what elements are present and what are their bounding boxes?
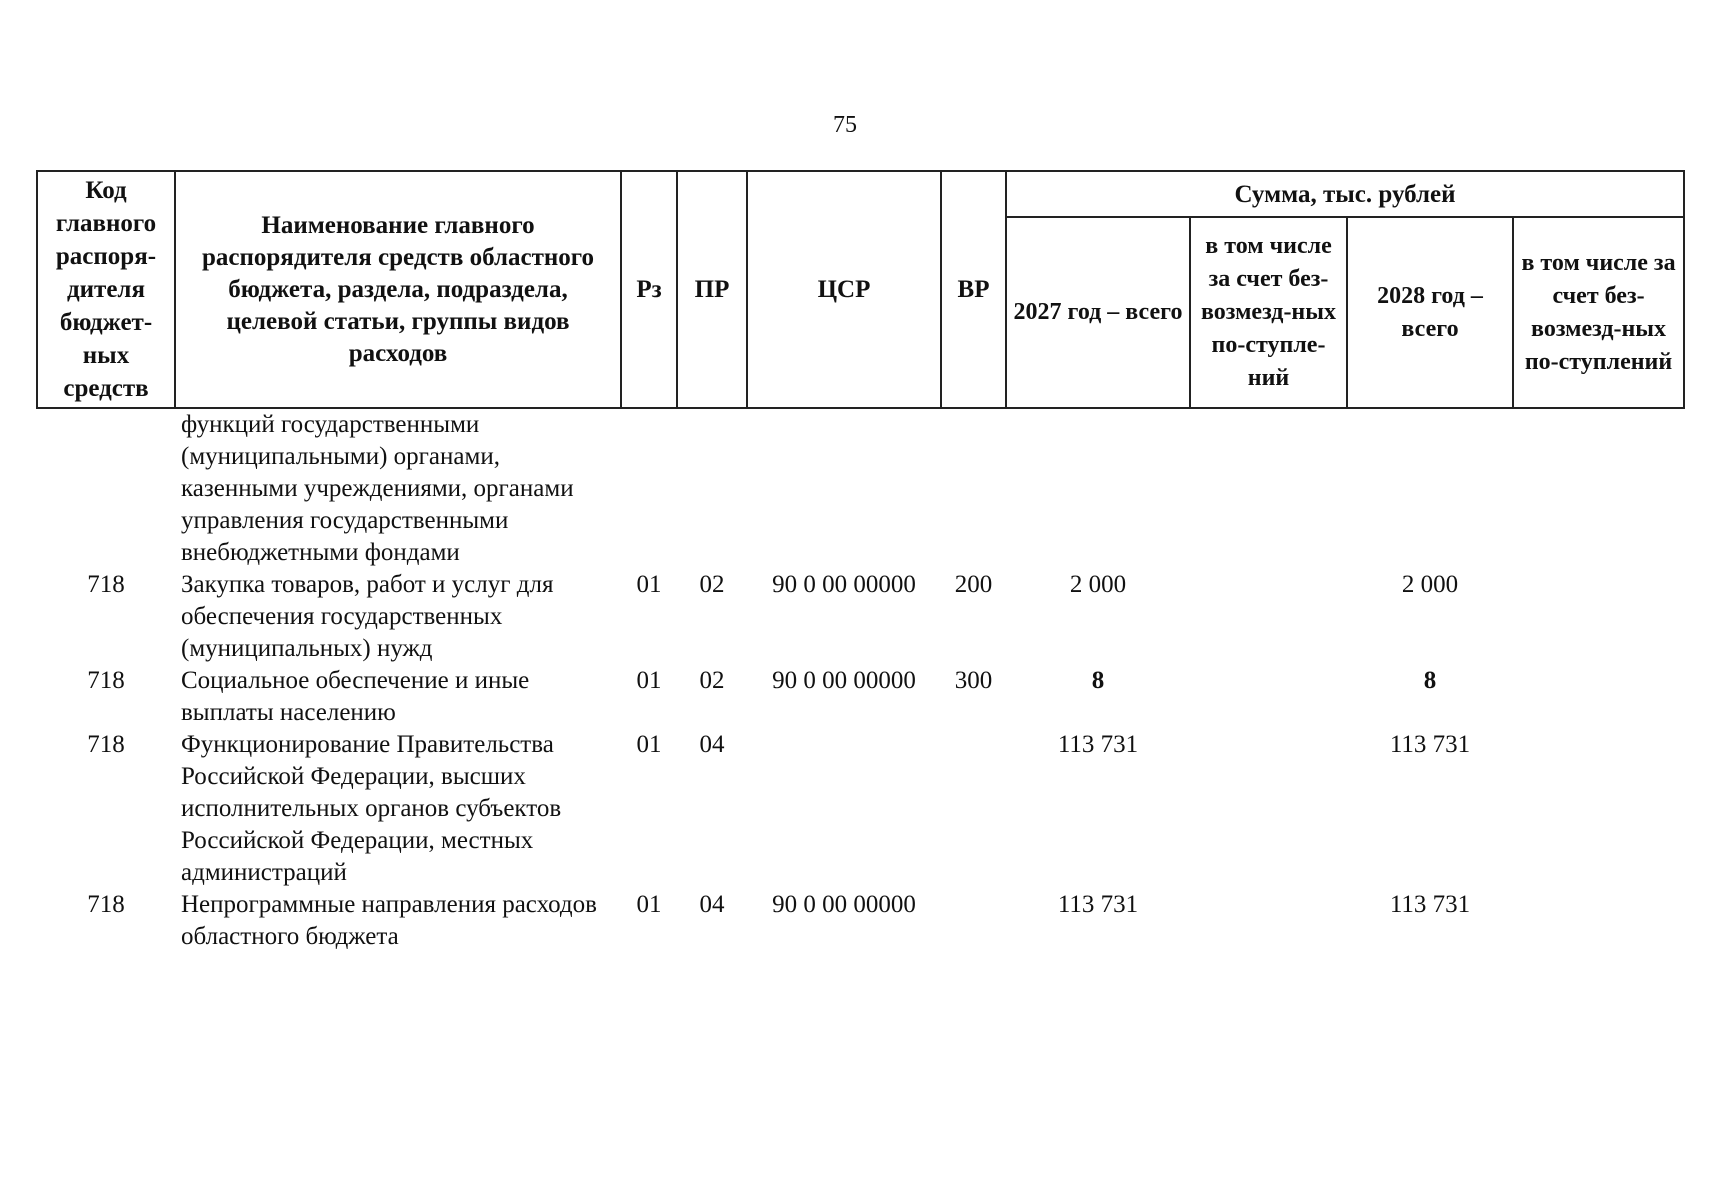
cell-csr: 90 0 00 00000 xyxy=(772,891,916,918)
table-row xyxy=(37,408,1684,569)
cell-2028-total: 2 000 xyxy=(1401,571,1459,598)
cell-pr: 04 xyxy=(699,731,725,758)
cell-csr: 90 0 00 00000 xyxy=(772,571,916,598)
header-pr: ПР xyxy=(677,171,747,408)
cell-rz: 01 xyxy=(636,667,662,694)
cell-name: функций государственными (муниципальными) органами, казенными учреждениями, органами управления государственными внебюджетными фондами xyxy=(181,411,574,566)
budget-table xyxy=(36,170,1685,953)
cell-2028-total xyxy=(1347,408,1513,569)
cell-2027-free xyxy=(1190,408,1347,569)
cell-2027-free xyxy=(1190,889,1347,953)
cell-2027-free xyxy=(1190,665,1347,729)
cell-vr: 300 xyxy=(954,667,993,694)
page-number: 75 xyxy=(833,112,857,138)
cell-rz: 01 xyxy=(636,891,662,918)
cell-csr xyxy=(747,408,941,569)
cell-2027-free xyxy=(1190,729,1347,889)
cell-2028-total: 113 731 xyxy=(1389,731,1471,758)
cell-csr: 90 0 00 00000 xyxy=(772,667,916,694)
cell-pr: 02 xyxy=(699,667,725,694)
cell-2027-total: 8 xyxy=(1091,667,1105,694)
cell-2028-free xyxy=(1513,569,1684,665)
header-2027-total: 2027 год – всего xyxy=(1006,217,1190,408)
cell-rz: 01 xyxy=(636,731,662,758)
table-row xyxy=(37,569,1684,665)
header-2028-total: 2028 год – всего xyxy=(1347,217,1513,408)
header-code: Код главного распоря-дителя бюджет-ных средств xyxy=(37,171,175,408)
header-2028-free: в том числе за счет без-возмезд-ных по-ступлений xyxy=(1513,217,1684,408)
cell-rz xyxy=(621,408,677,569)
cell-2027-total: 113 731 xyxy=(1057,731,1139,758)
cell-rz: 01 xyxy=(636,571,662,598)
cell-pr xyxy=(677,408,747,569)
cell-vr xyxy=(941,889,1006,953)
cell-csr xyxy=(747,729,941,889)
cell-2027-total: 113 731 xyxy=(1057,891,1139,918)
cell-name: Функционирование Правительства Российской Федерации, высших исполнительных органов субъектов Российской Федерации, местных администраций xyxy=(181,731,562,886)
cell-2028-free xyxy=(1513,408,1684,569)
cell-pr: 04 xyxy=(699,891,725,918)
cell-name: Закупка товаров, работ и услуг для обеспечения государственных (муниципальных) нужд xyxy=(181,571,554,662)
cell-vr: 200 xyxy=(954,571,993,598)
cell-vr xyxy=(941,729,1006,889)
header-2027-free: в том числе за счет без-возмезд-ных по-ступле-ний xyxy=(1190,217,1347,408)
cell-vr xyxy=(941,408,1006,569)
table-row xyxy=(37,665,1684,729)
cell-name: Непрограммные направления расходов областного бюджета xyxy=(181,891,597,950)
table-body xyxy=(37,408,1684,953)
header-vr: ВР xyxy=(941,171,1006,408)
cell-2027-total: 2 000 xyxy=(1069,571,1127,598)
cell-2027-free xyxy=(1190,569,1347,665)
cell-code: 718 xyxy=(87,731,125,758)
table-row xyxy=(37,889,1684,953)
cell-name: Социальное обеспечение и иные выплаты населению xyxy=(181,667,530,726)
cell-code xyxy=(37,408,175,569)
cell-2028-total: 113 731 xyxy=(1389,891,1471,918)
header-sum-group: Сумма, тыс. рублей xyxy=(1006,171,1684,217)
table-header xyxy=(37,171,1684,408)
cell-2028-free xyxy=(1513,889,1684,953)
header-rz: Рз xyxy=(621,171,677,408)
cell-code: 718 xyxy=(87,891,125,918)
header-name: Наименование главного распорядителя средств областного бюджета, раздела, подраздела, целевой статьи, группы видов расходов xyxy=(175,171,621,408)
cell-2028-free xyxy=(1513,665,1684,729)
cell-code: 718 xyxy=(87,667,125,694)
cell-pr: 02 xyxy=(699,571,725,598)
cell-2028-total: 8 xyxy=(1423,667,1437,694)
header-csr: ЦСР xyxy=(747,171,941,408)
cell-2028-free xyxy=(1513,729,1684,889)
cell-2027-total xyxy=(1006,408,1190,569)
table-row xyxy=(37,729,1684,889)
cell-code: 718 xyxy=(87,571,125,598)
